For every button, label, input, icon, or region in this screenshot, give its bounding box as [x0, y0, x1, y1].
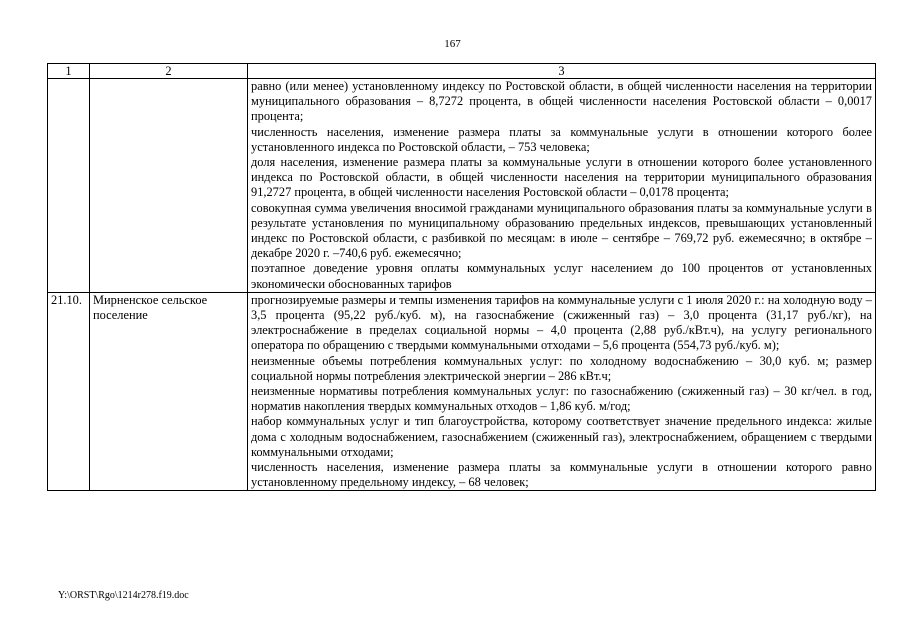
description-paragraph: равно (или менее) установленному индексу по Ростовской области, в общей численности населения на территории муниципального образования – 8,7272 процента, в общей численности населения Ростовской области – 0,0017 процента; [251, 79, 872, 124]
table-row [48, 292, 876, 491]
column-header-3: 3 [248, 64, 876, 79]
description-paragraph: совокупная сумма увеличения вносимой гражданами муниципального образования платы за коммунальные услуги в результате установления по муниципальному образованию предельных индексов, превышающих установленный индекс по Ростовской области, с разбивкой по месяцам: в июле – сентябре – 769,72 руб. ежемесячно; в октябре – декабре 2020 г. –740,6 руб. ежемесячно; [251, 200, 872, 261]
row-number [48, 79, 90, 293]
column-header-1: 1 [48, 64, 90, 79]
description-paragraph: численность населения, изменение размера платы за коммунальные услуги в отношении которого равно установленному предельному индексу, – 68 человек; [251, 460, 872, 490]
table-row [48, 79, 876, 293]
description-paragraph: неизменные нормативы потребления коммунальных услуг: по газоснабжению (сжиженный газ) – 30 кг/чел. в год, норматив накопления твердых коммунальных отходов – 1,86 куб. м/год; [251, 384, 872, 414]
row-settlement-name [90, 79, 248, 293]
column-header-2: 2 [90, 64, 248, 79]
row-description [248, 79, 876, 293]
document-file-path: Y:\ORST\Rgo\1214r278.f19.doc [58, 590, 189, 601]
table-header-row [48, 64, 876, 79]
document-table [47, 63, 876, 491]
description-paragraph: набор коммунальных услуг и тип благоустройства, которому соответствует значение предельного индекса: жилые дома с холодным водоснабжением, газоснабжением (сжиженный газ), электроснабжением, обращением с твердыми коммунальными отходами; [251, 414, 872, 459]
row-settlement-name: Мирненское сельское поселение [90, 292, 248, 491]
description-paragraph: численность населения, изменение размера платы за коммунальные услуги в отношении которого более установленного индекса по Ростовской области, – 753 человека; [251, 124, 872, 154]
row-number: 21.10. [48, 292, 90, 491]
page-number: 167 [444, 38, 461, 50]
description-paragraph: неизменные объемы потребления коммунальных услуг: по холодному водоснабжению – 30,0 куб. м; размер социальной нормы потребления электрической энергии – 286 кВт.ч; [251, 353, 872, 383]
description-paragraph: доля населения, изменение размера платы за коммунальные услуги в отношении которого более установленного индекса по Ростовской области, в общей численности населения на территории муниципального образования 91,2727 процента, в общей численности населения Ростовской области – 0,0178 процента; [251, 155, 872, 200]
description-paragraph: поэтапное доведение уровня оплаты коммунальных услуг населением до 100 процентов от установленных экономически обоснованных тарифов [251, 261, 872, 291]
description-paragraph: прогнозируемые размеры и темпы изменения тарифов на коммунальные услуги с 1 июля 2020 г.: на холодную воду – 3,5 процента (95,22 руб./куб. м), на газоснабжение (сжиженный газ) – 3,0 процента (31,17 руб./кг), на электроснабжение в пределах социальной нормы – 4,0 процента (2,88 руб./кВт.ч), на услугу регионального оператора по обращению с твердыми коммунальными отходами – 5,6 процента (554,73 руб./куб. м); [251, 292, 872, 353]
row-description [248, 292, 876, 491]
